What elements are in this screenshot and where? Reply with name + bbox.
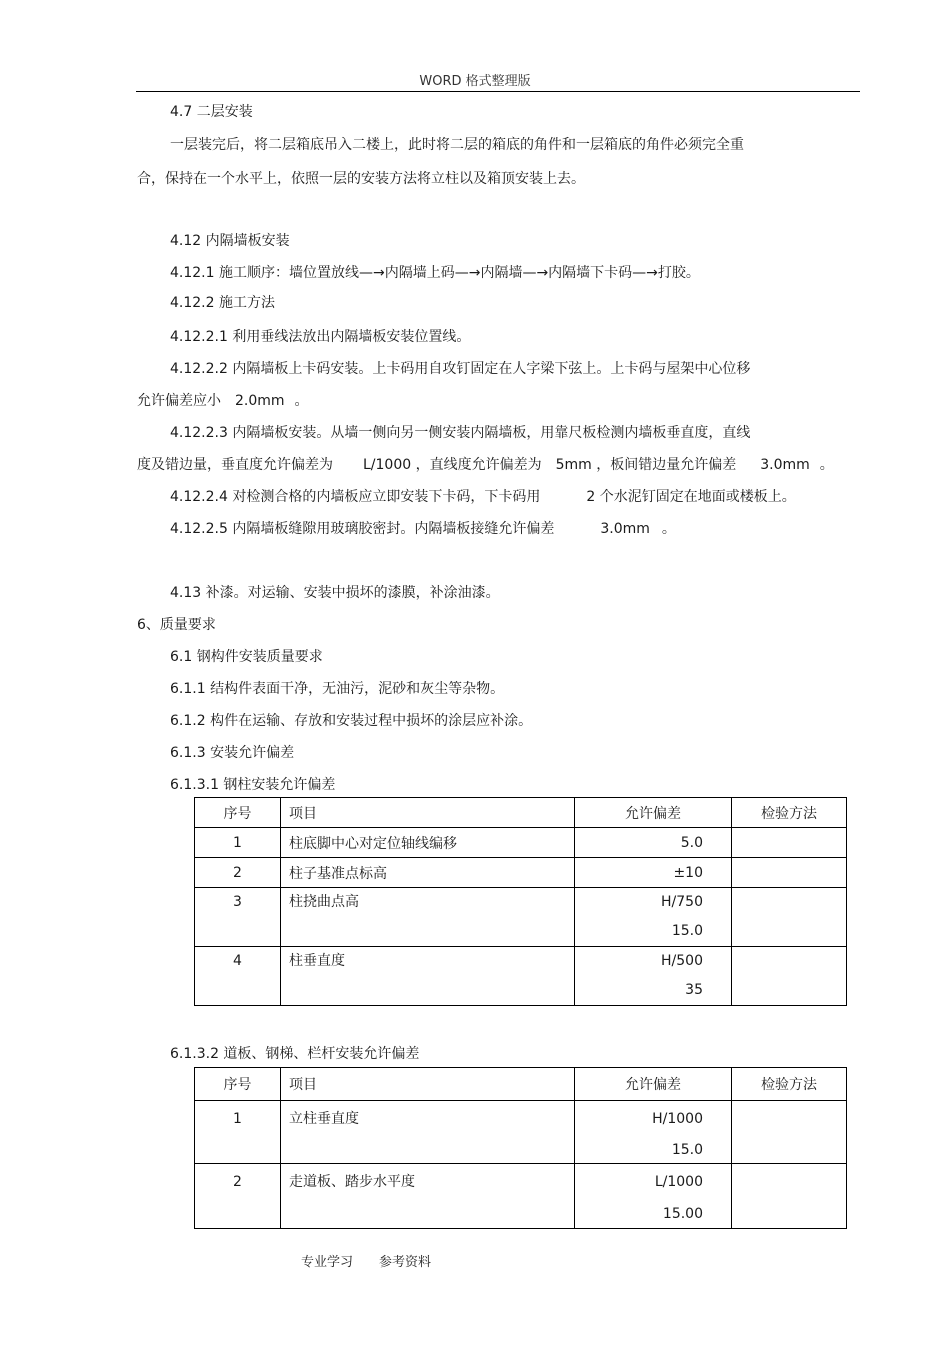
tolerance-ratio: H/750: [661, 894, 703, 910]
paragraph-4-13: 4.13 补漆。对运输、安装中损坏的漆膜，补涂油漆。: [170, 585, 500, 601]
row-method: [732, 1164, 847, 1229]
heading-6-1: 6.1 钢构件安装质量要求: [170, 649, 323, 665]
table-row: [195, 1164, 847, 1229]
value-fragment: 3.0mm: [600, 521, 650, 537]
row-number: [195, 1101, 281, 1164]
row-method: [732, 888, 847, 947]
page-footer: [301, 1251, 431, 1270]
paragraph-4-12-2-1: 4.12.2.1 利用垂线法放出内隔墙板安装位置线。: [170, 329, 471, 345]
paragraph-4-12-2-3-line1: 4.12.2.3 内隔墙板安装。从墙一侧向另一侧安装内隔墙板，用靠尺板检测内墙板垂直度，直线: [170, 425, 751, 441]
text-fragment: 允许偏差应小: [137, 393, 221, 409]
value-fragment: 5mm ，板间错边量允许偏差: [555, 457, 737, 473]
row-tolerance: [575, 1164, 732, 1229]
heading-6: 6、质量要求: [137, 617, 216, 633]
paragraph-4-12-2-4: [170, 488, 796, 506]
paragraph-6-1-1: 6.1.1 结构件表面干净，无油污，泥砂和灰尘等杂物。: [170, 681, 505, 697]
column-header: 允许偏差: [575, 798, 732, 828]
footer-label-study: 专业学习: [301, 1255, 354, 1270]
row-tolerance: [575, 1101, 732, 1164]
text-fragment: 。: [294, 393, 309, 409]
row-tolerance: ±10: [575, 858, 732, 888]
heading-4-7: 4.7 二层安装: [170, 104, 253, 120]
row-method: [732, 947, 847, 1006]
row-item-text: 立柱垂直度: [289, 1111, 359, 1127]
row-tolerance: [575, 947, 732, 1006]
paragraph-6-1-2: 6.1.2 构件在运输、存放和安装过程中损坏的涂层应补涂。: [170, 713, 533, 729]
value-fragment: 3.0mm: [760, 457, 810, 473]
tolerance-max: 35: [685, 982, 703, 998]
text-fragment: 。: [661, 521, 676, 537]
table-header-row: [195, 798, 847, 828]
row-item: [281, 947, 575, 1006]
column-header: 序号: [195, 1068, 281, 1101]
table-header-row: [195, 1068, 847, 1101]
table-row: [195, 828, 847, 858]
row-number: 2: [195, 858, 281, 888]
row-number-text: 3: [233, 894, 242, 910]
value-fragment: 2.0mm: [235, 393, 285, 409]
table-row: [195, 888, 847, 947]
header-divider: [136, 91, 860, 92]
heading-6-1-3-1: 6.1.3.1 钢柱安装允许偏差: [170, 777, 336, 793]
row-item: 柱子基准点标高: [281, 858, 575, 888]
row-item: [281, 1164, 575, 1229]
tolerance-max: 15.0: [671, 923, 703, 939]
paragraph-4-12-2-2-line2: [137, 392, 309, 410]
text-fragment: 4.12.2.5 内隔墙板缝隙用玻璃胶密封。内隔墙板接缝允许偏差: [170, 521, 555, 537]
row-number: [195, 888, 281, 947]
paragraph-4-7-line1: 一层装完后，将二层箱底吊入二楼上，此时将二层的箱底的角件和一层箱底的角件必须完全重: [170, 137, 744, 153]
text-fragment: 2 个水泥钉固定在地面或楼板上。: [586, 489, 796, 505]
row-method: [732, 858, 847, 888]
column-header: 检验方法: [732, 1068, 847, 1101]
row-method: [732, 1101, 847, 1164]
steel-column-tolerance-table: [194, 797, 847, 1006]
paragraph-4-12-2-3-line2: [137, 456, 834, 474]
column-header: 序号: [195, 798, 281, 828]
heading-6-1-3: 6.1.3 安装允许偏差: [170, 745, 295, 761]
text-fragment: 。: [819, 457, 834, 473]
row-number: [195, 947, 281, 1006]
paragraph-4-12-1: 4.12.1 施工顺序：墙位置放线—→内隔墙上码—→内隔墙—→内隔墙下卡码—→打胶。: [170, 265, 700, 281]
row-number: 1: [195, 828, 281, 858]
row-number-text: 1: [233, 1111, 242, 1127]
tolerance-max: 15.0: [671, 1142, 703, 1158]
row-item: 柱底脚中心对定位轴线编移: [281, 828, 575, 858]
paragraph-4-7-line2: 合，保持在一个水平上，依照一层的安装方法将立柱以及箱顶安装上去。: [137, 171, 585, 187]
row-method: [732, 828, 847, 858]
row-number: [195, 1164, 281, 1229]
row-tolerance: 5.0: [575, 828, 732, 858]
heading-4-12: 4.12 内隔墙板安装: [170, 233, 290, 249]
row-item-text: 柱挠曲点高: [289, 894, 359, 910]
row-item-text: 走道板、踏步水平度: [289, 1174, 415, 1190]
tolerance-ratio: L/1000: [654, 1174, 703, 1190]
row-tolerance: [575, 888, 732, 947]
walkway-stair-railing-tolerance-table: [194, 1067, 847, 1229]
tolerance-ratio: H/1000: [652, 1111, 703, 1127]
heading-6-1-3-2: 6.1.3.2 道板、钢梯、栏杆安装允许偏差: [170, 1046, 420, 1062]
row-number-text: 2: [233, 1174, 242, 1190]
row-number-text: 4: [233, 953, 242, 969]
text-fragment: 度及错边量，垂直度允许偏差为: [137, 457, 333, 473]
tolerance-max: 15.00: [662, 1206, 703, 1222]
tolerance-ratio: H/500: [661, 953, 703, 969]
column-header: 检验方法: [732, 798, 847, 828]
text-fragment: 4.12.2.4 对检测合格的内墙板应立即安装下卡码，下卡码用: [170, 489, 541, 505]
paragraph-4-12-2-2-line1: 4.12.2.2 内隔墙板上卡码安装。上卡码用自攻钉固定在人字梁下弦上。上卡码与屋架中心位移: [170, 361, 751, 377]
column-header: 项目: [281, 798, 575, 828]
paragraph-4-12-2-5: [170, 520, 676, 538]
column-header: 项目: [281, 1068, 575, 1101]
value-fragment: L/1000 ，直线度允许偏差为: [363, 457, 542, 473]
footer-label-reference: 参考资料: [379, 1255, 432, 1270]
table-row: [195, 947, 847, 1006]
page-header-title: WORD 格式整理版: [419, 74, 531, 89]
column-header: 允许偏差: [575, 1068, 732, 1101]
heading-4-12-2: 4.12.2 施工方法: [170, 295, 275, 311]
row-item: [281, 888, 575, 947]
row-item: [281, 1101, 575, 1164]
table-row: [195, 1101, 847, 1164]
table-row: [195, 858, 847, 888]
row-item-text: 柱垂直度: [289, 953, 345, 969]
